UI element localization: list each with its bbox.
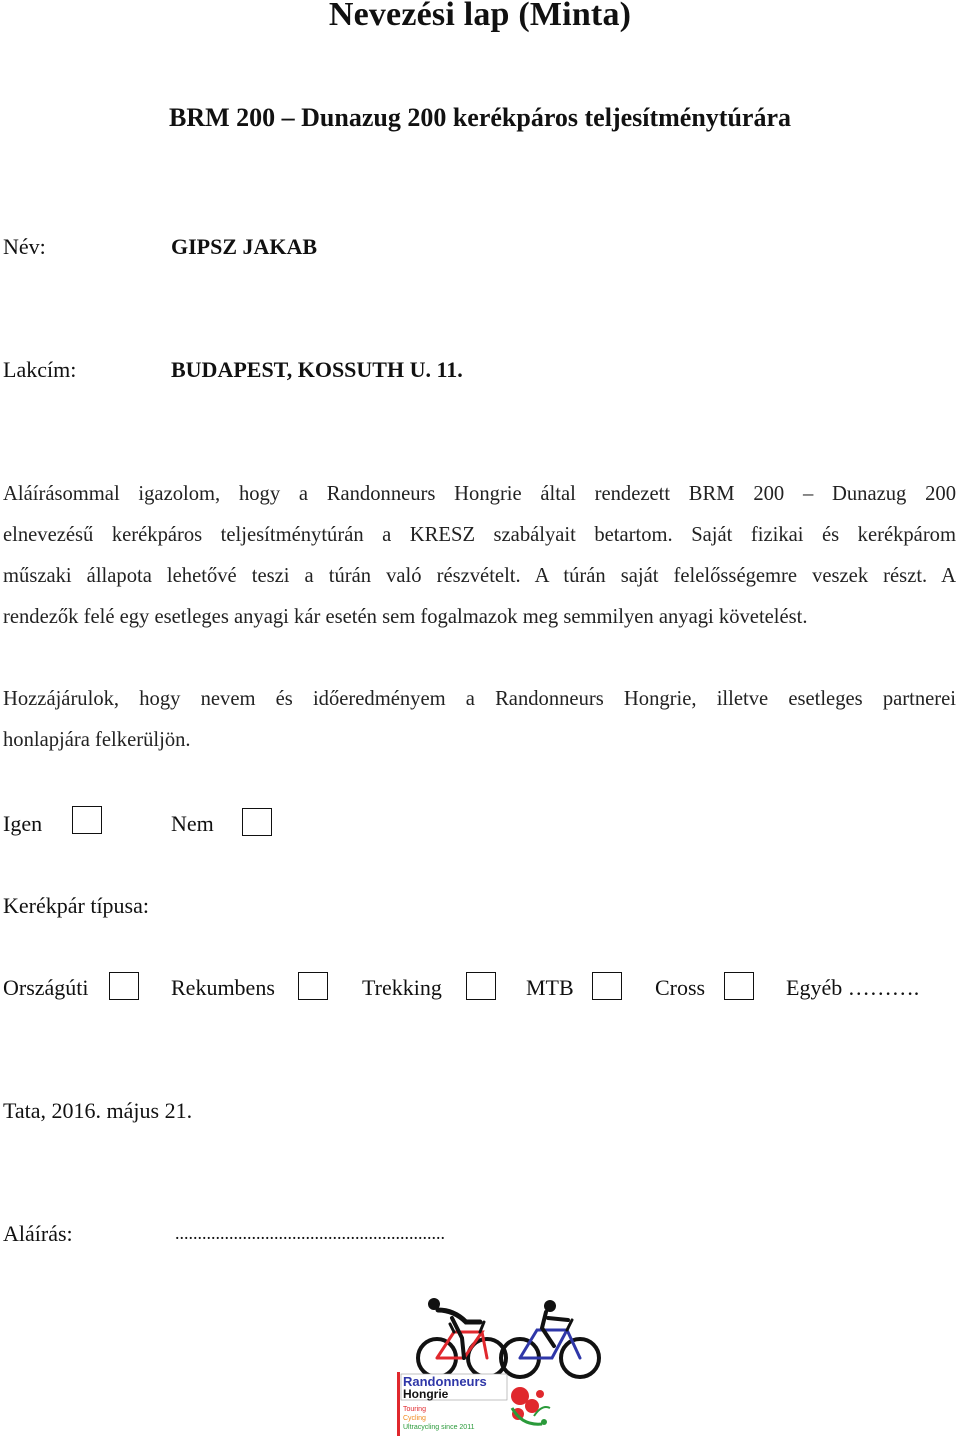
statement-line: Aláírásommal igazolom, hogy a Randonneurs Hongrie által rendezett BRM 200 – Dunazug 200: [3, 483, 956, 505]
bike-option-mtb-label: MTB: [526, 975, 574, 1000]
name-value[interactable]: GIPSZ JAKAB: [171, 234, 318, 259]
bike-option-trekking-checkbox[interactable]: [466, 972, 496, 1000]
logo-title-line2: Hongrie: [403, 1387, 449, 1401]
bike-option-cross-checkbox[interactable]: [724, 972, 754, 1000]
statement-line: rendezők felé egy esetleges anyagi kár esetén sem fogalmazok meg semmilyen anyagi követelést.: [3, 606, 808, 628]
blue-bicycle-icon: [501, 1300, 599, 1377]
bike-option-trekking-label: Trekking: [362, 975, 442, 1000]
bike-option-other-field[interactable]: Egyéb ……….: [786, 975, 920, 1000]
statement-paragraph: [3, 474, 956, 638]
red-bicycle-icon: [418, 1298, 506, 1377]
bike-type-label: Kerékpár típusa:: [3, 893, 149, 918]
signature-line[interactable]: ............................................................: [175, 1223, 445, 1243]
logo-title-line1: Randonneurs: [403, 1374, 487, 1389]
randonneurs-hongrie-logo: [392, 1296, 612, 1440]
flower-motif-icon: [511, 1387, 550, 1425]
consent-paragraph: [3, 679, 956, 761]
bike-option-cross-label: Cross: [655, 975, 706, 1000]
bike-option-mtb-checkbox[interactable]: [592, 972, 622, 1000]
bike-option-road-label: Országúti: [3, 975, 89, 1000]
statement-line: elnevezésű kerékpáros teljesítménytúrán a KRESZ szabályait betartom. Saját fizikai és kerékpárom: [3, 524, 956, 546]
bike-option-recumbent-checkbox[interactable]: [298, 972, 328, 1000]
signature-label: Aláírás:: [3, 1221, 73, 1246]
consent-line: Hozzájárulok, hogy nevem és időeredményem a Randonneurs Hongrie, illetve esetleges partnerei: [3, 688, 956, 710]
consent-yes-label: Igen: [3, 811, 43, 836]
page-title: Nevezési lap (Minta): [328, 0, 632, 33]
logo-tagline-touring: Touring: [403, 1406, 426, 1413]
logo-graphic: [392, 1296, 612, 1440]
name-label: Név:: [3, 234, 46, 259]
logo-tagline-cycling: Cycling: [403, 1415, 426, 1422]
consent-no-label: Nem: [171, 811, 214, 836]
address-value[interactable]: BUDAPEST, KOSSUTH U. 11.: [171, 357, 463, 382]
statement-line: műszaki állapota lehetővé teszi a túrán való részvételt. A túrán saját felelősségemre veszek részt. A: [3, 565, 956, 587]
address-label: Lakcím:: [3, 357, 77, 382]
consent-line: honlapjára felkerüljön.: [3, 729, 191, 751]
consent-yes-checkbox[interactable]: [72, 806, 102, 834]
consent-no-checkbox[interactable]: [242, 808, 272, 836]
bike-option-recumbent-label: Rekumbens: [171, 975, 275, 1000]
logo-tagline-ultracycling: Ultracycling since 2011: [403, 1424, 475, 1431]
place-date: Tata, 2016. május 21.: [3, 1098, 193, 1123]
bike-option-road-checkbox[interactable]: [109, 972, 139, 1000]
event-subtitle: BRM 200 – Dunazug 200 kerékpáros teljesítménytúrára: [168, 103, 792, 132]
